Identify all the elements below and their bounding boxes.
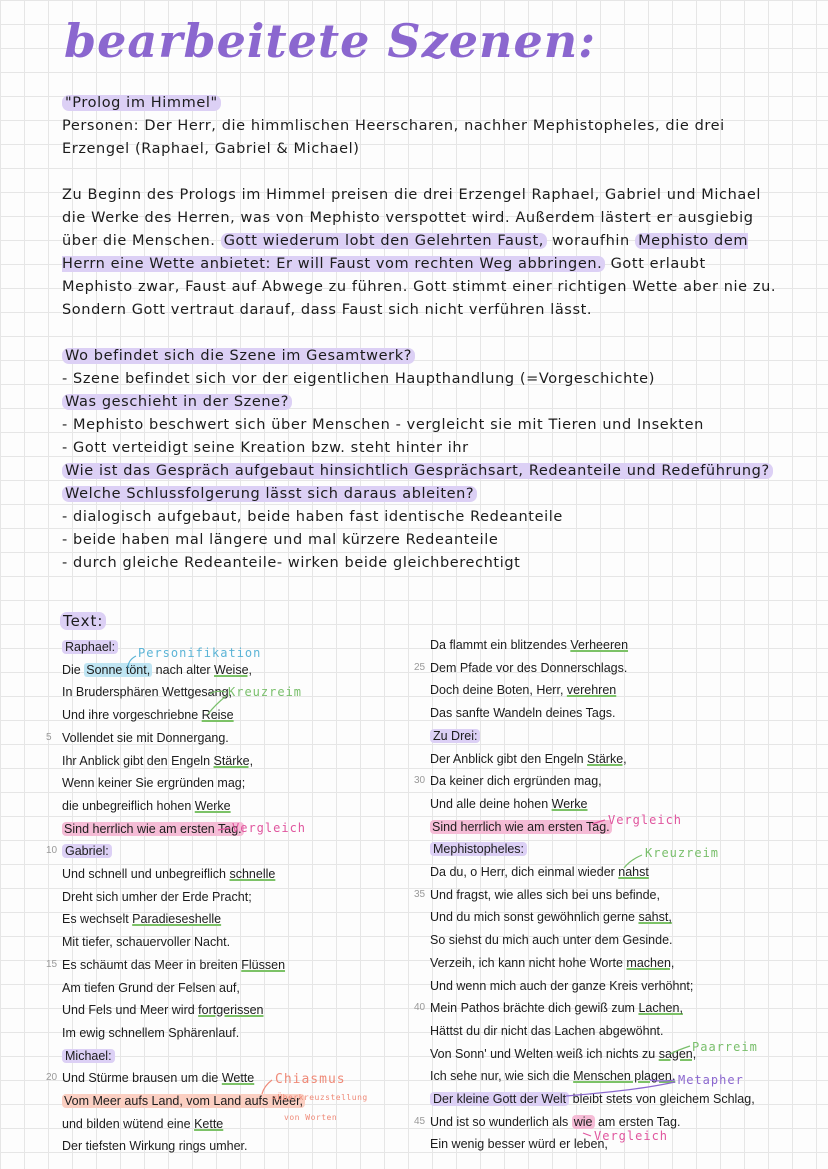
speaker-zu-drei: Zu Drei: [430,729,480,743]
poem-line: die unbegreiflich hohen Werke [62,798,231,813]
poem-line: Dreht sich umher der Erde Pracht; [62,889,252,904]
poem-line: So siehst du mich auch unter dem Gesinde. [430,933,673,948]
poem-line: 5 Vollendet sie mit Donnergang. [46,730,229,745]
poem-line: Ihr Anblick gibt den Engeln Stärke, [62,753,254,768]
answer-3b: - beide haben mal längere und mal kürzere Redeanteile [62,532,499,548]
speaker-gabriel: Gabriel: [62,844,112,858]
poem-line: 30 Da keiner dich ergründen mag, [414,774,602,789]
poem-line: Die Sonne tönt, nach alter Weise, [62,662,253,677]
poem-line: und bilden wütend eine Kette [62,1116,224,1131]
summary-part1: Zu Beginn des Prologs im Himmel preisen die drei Erzengel Raphael, Gabriel und Michael die Werke des Herren, was von Mephisto verspottet wird. Außerdem lästert er ausgiebig über die Menschen. [62,187,762,249]
poem-line: Sind herrlich wie am ersten Tag. [432,819,610,834]
poem-line: 25 Dem Pfade vor des Donnerschlags. [414,660,628,675]
poem-line: Und Fels und Meer wird fortgerissen [62,1003,264,1018]
poem-line: Von Sonn' und Welten weiß ich nichts zu sagen, [430,1046,697,1061]
poem-line: 35 Und fragst, wie alles sich bei uns befinde, [414,887,660,902]
poem-line: Doch deine Boten, Herr, verehren [430,683,617,698]
poem-line: Hättst du dir nicht das Lachen abgewöhnt. [430,1023,664,1038]
annotation-personifikation: Personifikation [138,646,262,660]
answer-3c: - durch gleiche Redeanteile- wirken beide gleichberechtigt [62,555,521,571]
text-label: Text: [60,612,106,630]
question-4: Welche Schlussfolgerung lässt sich daraus ableiten? [62,486,477,502]
annotation-kreuzreim-right: Kreuzreim [645,846,720,860]
annotation-vergleich-bottom: Vergleich [594,1129,669,1143]
summary-part3: Gott erlaubt Mephisto zwar, Faust auf Abwege zu führen. Gott stimmt einer richtigen Wette aber nie zu. Sondern Gott vertraut darauf, dass Faust sich nicht verführen lässt. [62,256,777,318]
annotation-chiasmus-explanation2: von Worten [284,1113,338,1122]
poem-line: Der kleine Gott der Welt bleibt stets von gleichem Schlag, [430,1088,755,1111]
poem-line: 40 Mein Pathos brächte dich gewiß zum Lachen, [414,1001,683,1016]
page-title: bearbeitete Szenen: [64,14,597,68]
poem-line: Es wechselt Paradieseshelle [62,912,222,927]
annotation-paarreim: Paarreim [692,1040,758,1054]
poem-line: Und schnell und unbegreiflich schnelle [62,867,276,882]
question-2: Was geschieht in der Szene? [62,394,292,410]
annotation-metapher: Metapher [678,1073,744,1087]
poem-line: In Brudersphären Wettgesang, [62,685,233,700]
answer-2a: - Mephisto beschwert sich über Menschen - vergleicht sie mit Tieren und Insekten [62,417,704,433]
poem-line: Wenn keiner Sie ergründen mag; [62,776,246,791]
poem-line: Im ewig schnellem Sphärenlauf. [62,1025,240,1040]
question-3: Wie ist das Gespräch aufgebaut hinsichtlich Gesprächsart, Redeanteile und Redeführung? [62,463,773,479]
poem-line: Da du, o Herr, dich einmal wieder nahst [430,865,649,880]
poem-line: Und du mich sonst gewöhnlich gerne sahst, [430,910,672,925]
annotation-chiasmus-explanation: =Überkreuzstellung [272,1093,368,1102]
poem-line: Und ihre vorgeschriebne Reise [62,708,234,723]
poem-line: 20 Und Stürme brausen um die Wette [46,1071,255,1086]
poem-line: Der tiefsten Wirkung rings umher. [62,1139,248,1154]
poem-line: Ein wenig besser würd er leben, [430,1137,608,1152]
poem-line: 15 Es schäumt das Meer in breiten Flüssen [46,957,286,972]
annotation-kreuzreim-left: Kreuzreim [228,685,303,699]
summary-highlight1: Gott wiederum lobt den Gelehrten Faust, [221,233,547,249]
poem-line: Vom Meer aufs Land, vom Land aufs Meer, [64,1094,304,1109]
scene-title: "Prolog im Himmel" [62,95,221,111]
poem-line: Am tiefen Grund der Felsen auf, [62,980,240,995]
poem-line: Mit tiefer, schauervoller Nacht. [62,935,231,950]
annotation-vergleich-right: Vergleich [608,813,683,827]
speaker-raphael: Raphael: [62,640,118,654]
answer-2b: - Gott verteidigt seine Kreation bzw. steht hinter ihr [62,440,469,456]
speaker-mephistopheles: Mephistopheles: [430,842,527,856]
answer-1: - Szene befindet sich vor der eigentlichen Haupthandlung (=Vorgeschichte) [62,371,655,387]
poem-line: 45 Und ist so wunderlich als wie am ersten Tag. [414,1114,681,1129]
speaker-michael: Michael: [62,1049,115,1063]
poem-line: Und wenn mich auch der ganze Kreis verhöhnt; [430,978,694,993]
annotation-chiasmus: Chiasmus [275,1072,346,1087]
annotation-vergleich-left: Vergleich [232,821,307,835]
answer-3a: - dialogisch aufgebaut, beide haben fast identische Redeanteile [62,509,563,525]
persons-text: Personen: Der Herr, die himmlischen Heerscharen, nachher Mephistopheles, die drei Erzengel (Raphael, Gabriel & Michael) [62,118,725,157]
summary-highlight2: Mephisto dem Herrn eine Wette anbietet: Er will Faust vom rechten Weg abbringen. [62,233,749,272]
poem-line: Der Anblick gibt den Engeln Stärke, [430,751,627,766]
poem-line: Verzeih, ich kann nicht hohe Worte machen, [430,955,675,970]
question-1: Wo befindet sich die Szene im Gesamtwerk? [62,348,415,364]
poem-line: Ich sehe nur, wie sich die Menschen plagen. [430,1069,676,1084]
poem-line: Da flammt ein blitzendes Verheeren [430,638,629,652]
poem-line: Sind herrlich wie am ersten Tag. [64,821,242,836]
poem-left-column: Raphael: Die Sonne tönt, nach alter Weise, In Brudersphären Wettgesang, Und ihre vorgeschriebne Reise 5 Vollendet sie mit Donnergang. Ihr Anblick gibt den Engeln Stärke, Wenn keiner Sie ergründen mag; die unbegreiflich hohen Werke Sind herrlich wie am ersten Tag. 10 Gabriel: Und schnell und unbegreiflich schnelle Dreht sich umher der Erde Pracht; Es wechselt Paradieseshelle Mit tiefer, schauervoller Nacht. 15 Es schäumt das Meer in breiten Flüssen Am tiefen Grund der Felsen auf, Und Fels und Meer wird fortgerissen Im ewig schnellem Sphärenlauf. Michael: 20 Und Stürme brausen um die Wette Vom Meer aufs Land, vom Land aufs Meer, und bilden wütend eine Kette Der tiefsten Wirkung rings umher. [62,636,305,1158]
poem-line: Und alle deine hohen Werke [430,796,588,811]
poem-line: Das sanfte Wandeln deines Tags. [430,706,616,721]
summary-part2: woraufhin [546,233,636,249]
